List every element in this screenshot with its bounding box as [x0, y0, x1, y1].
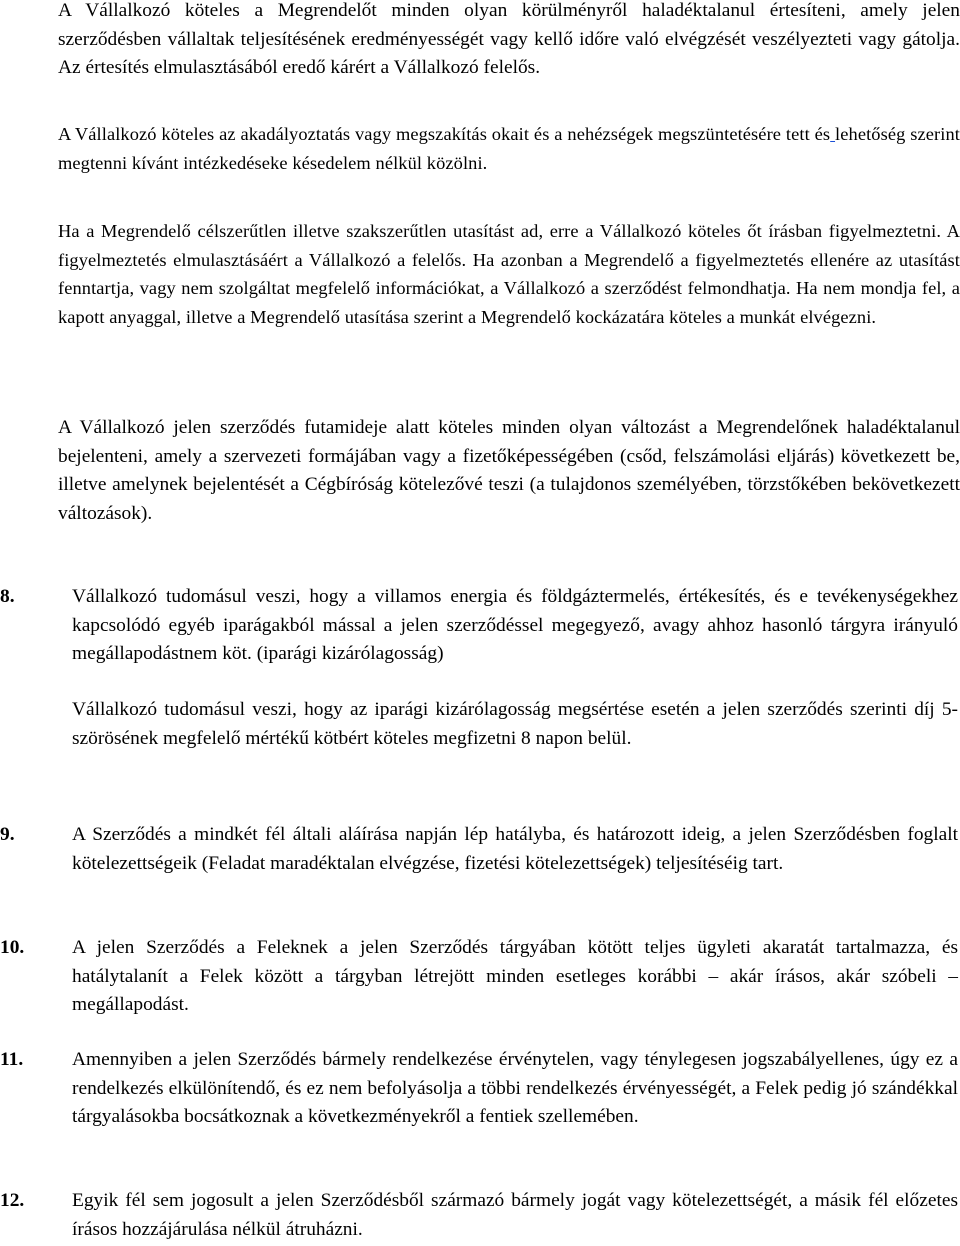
section-number: 12. [0, 1190, 25, 1211]
section-text: A Szerződés a mindkét fél általi aláírása napján lép hatályba, és határozott ideig, a jelen Szerződésben foglalt kötelezettségeik (Feladat maradéktalan elvégzése, fizetési kötelezettségek) teljesítéséig tart. [72, 824, 958, 874]
paragraph-instructions: Ha a Megrendelő célszerűtlen illetve szakszerűtlen utasítást ad, erre a Vállalkozó köteles őt írásban figyelmeztetni. A figyelmeztetés elmulasztásáért a Vállalkozó a felelős. Ha azonban a Megrendelő a figyelmeztetés ellenére az utasítást fenntartja, vagy nem szolgáltat megfelelő információkat, a Vállalkozó a szerződést felmondhatja. Ha nem mondja fel, a kapott anyaggal, illetve a Megrendelő utasítása szerint a Megrendelő kockázatára köteles a munkát elvégezni. [58, 221, 960, 327]
section-text: Egyik fél sem jogosult a jelen Szerződésből származó bármely jogát vagy kötelezettségét, a másik fél előzetes írásos hozzájárulása nélkül átruházni. [72, 1190, 958, 1240]
paragraph-obstacles [58, 120, 960, 177]
section-number: 8. [0, 586, 15, 607]
section-text-continued: Vállalkozó tudomásul veszi, hogy az iparági kizárólagosság megsértése esetén a jelen szerződés szerinti díj 5-szörösének megfelelő mértékű kötbért köteles megfizetni 8 napon belül. [72, 699, 958, 749]
section-text: Amennyiben a jelen Szerződés bármely rendelkezése érvénytelen, vagy ténylegesen jogszabályellenes, úgy ez a rendelkezés elkülönítendő, és ez nem befolyásolja a többi rendelkezés érvényességét, a Felek pedig jó szándékkal tárgyalásokba bocsátkoznak a következményekről a fentiek szellemében. [72, 1049, 958, 1128]
section-text: Vállalkozó tudomásul veszi, hogy a villamos energia és földgáztermelés, értékesítés, és e tevékenységekhez kapcsolódó egyéb iparágakból mással a jelen szerződéssel megegyező, avagy ahhoz hasonló tárgyra irányuló megállapodástnem köt. (iparági kizárólagosság) [72, 586, 958, 665]
section-number: 10. [0, 937, 25, 958]
paragraph-obstacles-part2: lehetőség szerint megtenni kívánt intézkedéseke késedelem nélkül közölni. [58, 124, 960, 173]
paragraph-obstacles-part1: A Vállalkozó köteles az akadályoztatás vagy megszakítás okait és a nehézségek megszüntetésére tett és [58, 124, 831, 144]
section-text: A jelen Szerződés a Feleknek a jelen Szerződés tárgyában kötött teljes ügyleti akaratát tartalmazza, és hatálytalanít a Felek között a tárgyban létrejött minden esetleges korábbi – akár írásos, akár szóbeli – megállapodást. [72, 937, 958, 1016]
section-number: 11. [0, 1049, 24, 1070]
section-number: 9. [0, 824, 15, 845]
paragraph-notification: A Vállalkozó köteles a Megrendelőt minden olyan körülményről haladéktalanul értesíteni, amely jelen szerződésben vállaltak teljesítésének eredményességét vagy kellő időre való elvégzését veszélyezteti vagy gátolja. Az értesítés elmulasztásából eredő kárért a Vállalkozó felelős. [58, 0, 960, 79]
paragraph-change-reporting: A Vállalkozó jelen szerződés futamideje alatt köteles minden olyan változást a Megrendelőnek haladéktalanul bejelenteni, amely a szervezeti formájában vagy a fizetőképességében (csőd, felszámolási eljárás) következett be, illetve amelynek bejelentését a Cégbíróság kötelezővé teszi (a tulajdonos személyében, törzstőkében bekövetkezett változások). [58, 417, 960, 524]
